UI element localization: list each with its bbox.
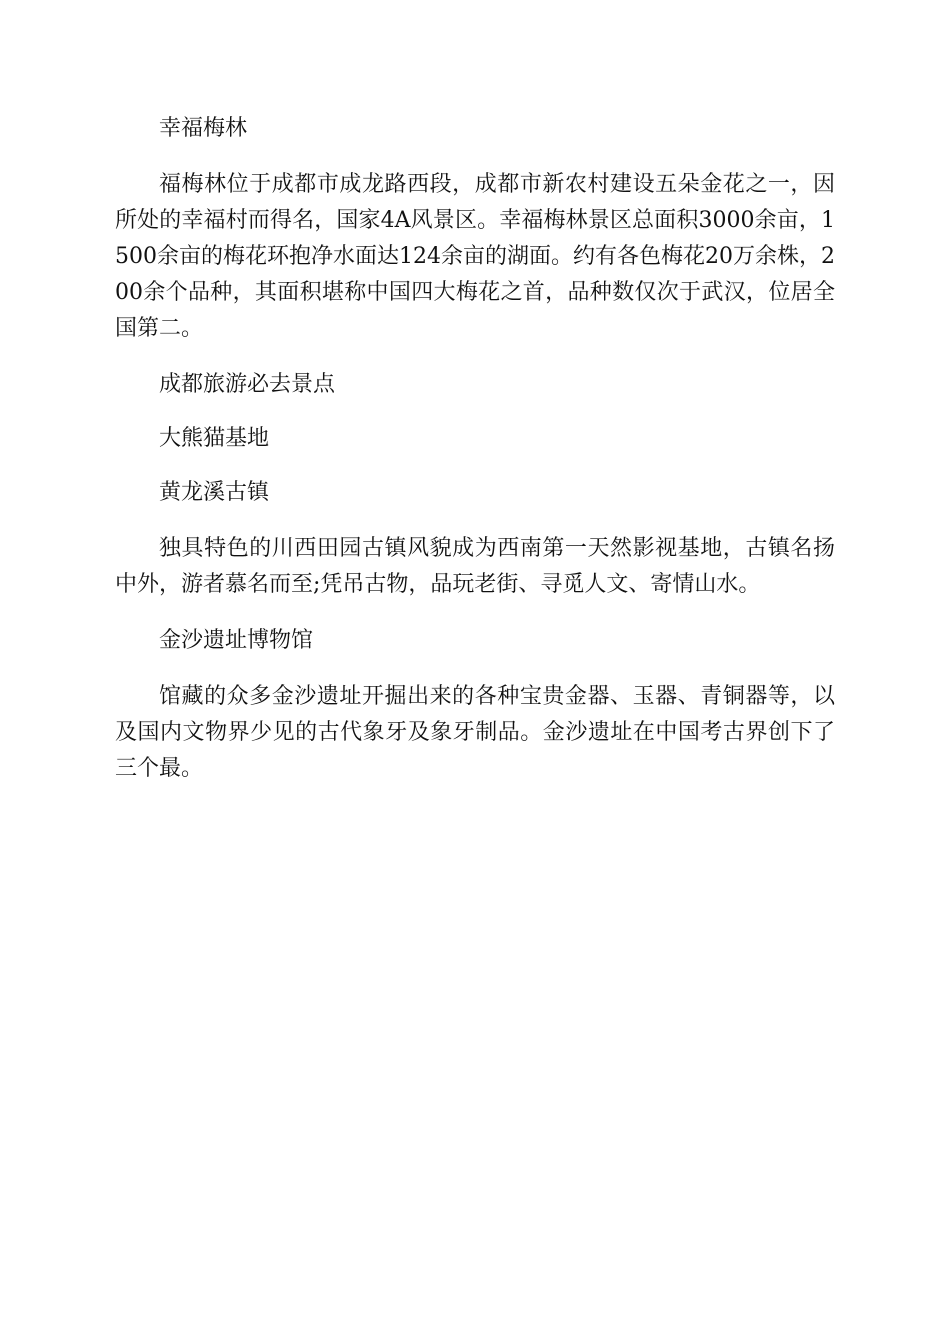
section-body-jinsha-museum: 馆藏的众多金沙遗址开掘出来的各种宝贵金器、玉器、青铜器等，以及国内文物界少见的古代象牙及象牙制品。金沙遗址在中国考古界创下了三个最。 <box>115 684 835 781</box>
section-heading-must-visit: 成都旅游必去景点 <box>159 372 336 397</box>
section-body-huanglongxi: 独具特色的川西田园古镇风貌成为西南第一天然影视基地，古镇名扬中外，游者慕名而至;凭吊古物，品玩老街、寻觅人文、寄情山水。 <box>115 536 835 597</box>
document-page <box>115 113 835 809</box>
section-heading-huanglongxi: 黄龙溪古镇 <box>159 480 270 505</box>
section-heading-jinsha-museum: 金沙遗址博物馆 <box>159 628 314 653</box>
section-body-xingfu-meilin: 福梅林位于成都市成龙路西段，成都市新农村建设五朵金花之一，因所处的幸福村而得名，国家4A风景区。幸福梅林景区总面积3000余亩，1500余亩的梅花环抱净水面达124余亩的湖面。约有各色梅花20万余株，200余个品种，其面积堪称中国四大梅花之首，品种数仅次于武汉，位居全国第二。 <box>115 172 835 341</box>
section-heading-panda-base: 大熊猫基地 <box>159 426 270 451</box>
section-heading-xingfu-meilin: 幸福梅林 <box>159 116 248 141</box>
